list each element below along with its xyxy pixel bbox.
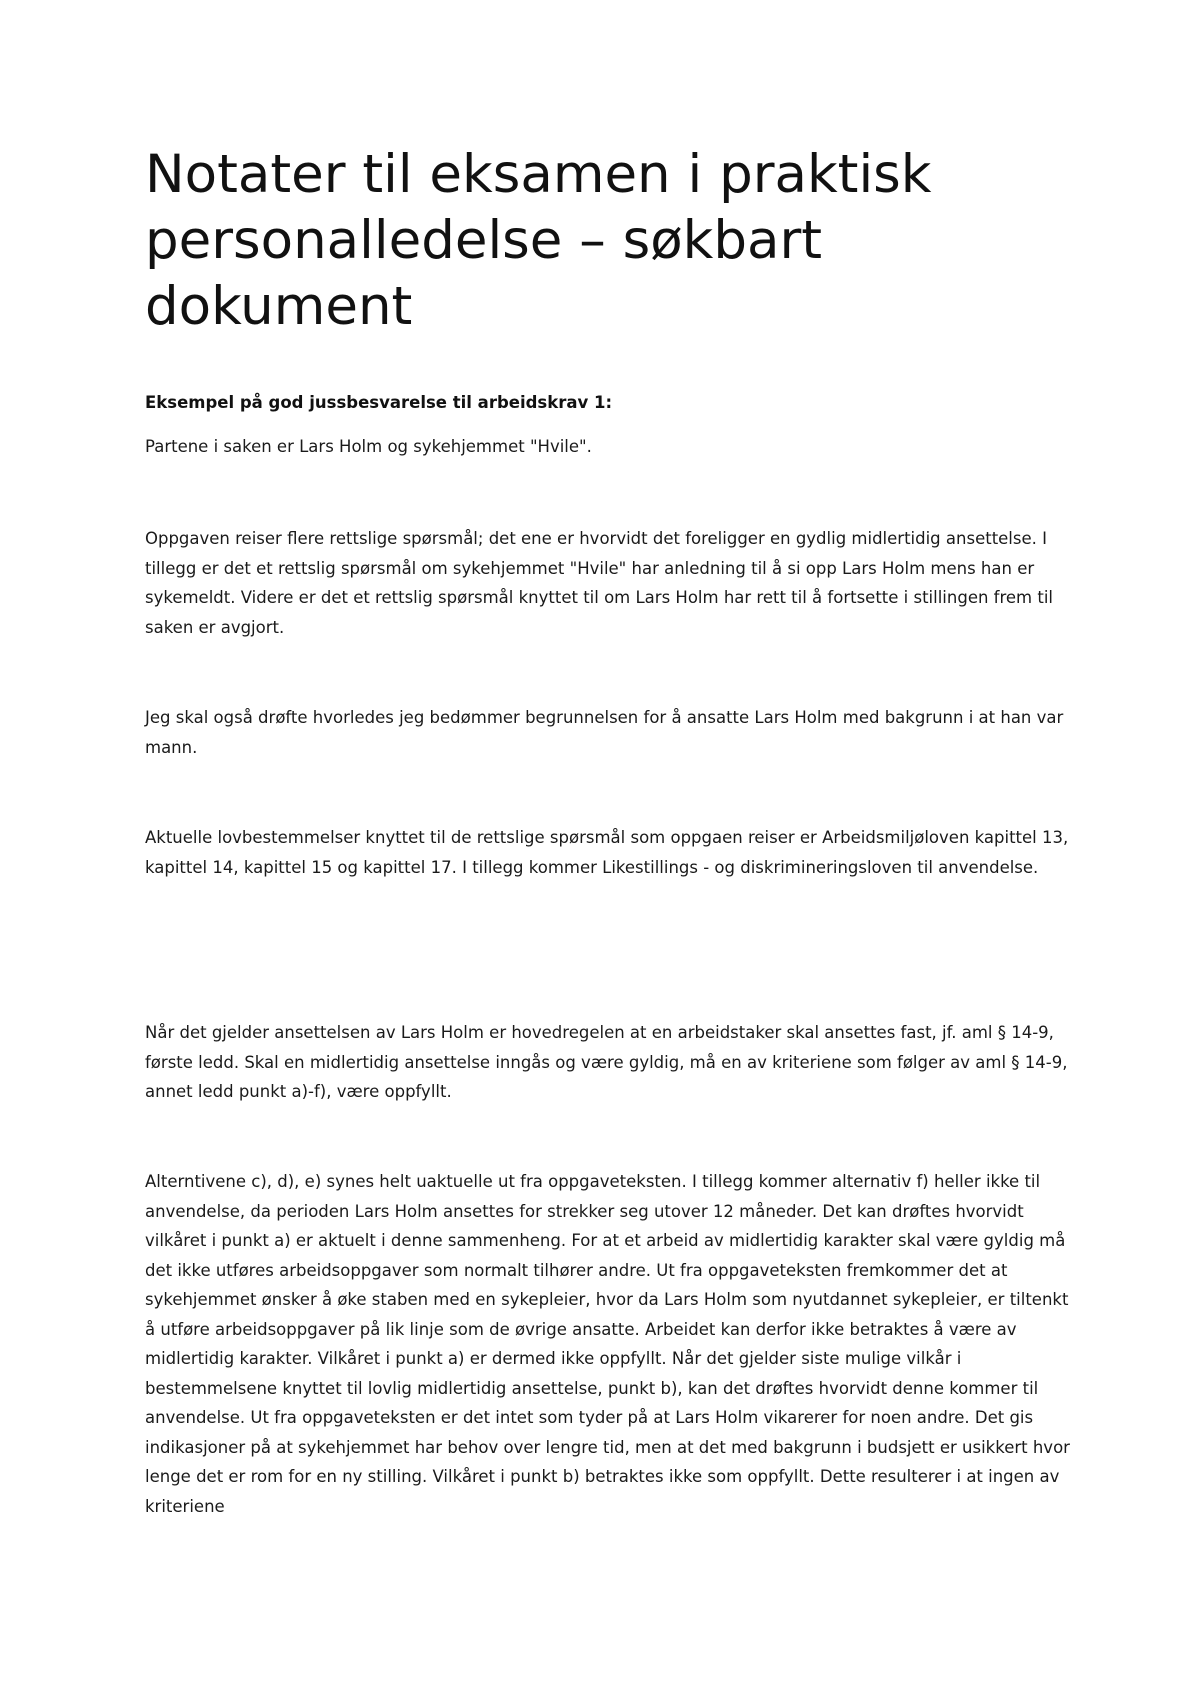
paragraph-parties: Partene i saken er Lars Holm og sykehjemmet "Hvile". (145, 437, 592, 456)
paragraph-legal-questions: Oppgaven reiser flere rettslige spørsmål; det ene er hvorvidt det foreligger en gydlig midlertidig ansettelse. I tillegg er det et rettslig spørsmål om sykehjemmet "Hvile" har anledning til å si opp Lars Holm mens han er sykemeldt. Videre er det et rettslig spørsmål knyttet til om Lars Holm har rett til å fortsette i stillingen frem til saken er avgjort. (145, 529, 1054, 637)
document-title: Notater til eksamen i praktisk personalledelse – søkbart dokument (145, 144, 932, 337)
section-heading: Eksempel på god jussbesvarelse til arbeidskrav 1: (145, 393, 613, 412)
paragraph-gender-assessment: Jeg skal også drøfte hvorledes jeg bedømmer begrunnelsen for å ansatte Lars Holm med bakgrunn i at han var mann. (145, 708, 1064, 757)
paragraph-main-rule: Når det gjelder ansettelsen av Lars Holm er hovedregelen at en arbeidstaker skal ansettes fast, jf. aml § 14-9, første ledd. Skal en midlertidig ansettelse inngås og være gyldig, må en av kriteriene som følger av aml § 14-9, annet ledd punkt a)-f), være oppfyllt. (145, 1023, 1068, 1101)
paragraph-relevant-laws: Aktuelle lovbestemmelser knyttet til de rettslige spørsmål som oppgaen reiser er Arbeidsmiljøloven kapittel 13, kapittel 14, kapittel 15 og kapittel 17. I tillegg kommer Likestillings - og diskrimineringsloven til anvendelse. (145, 828, 1069, 877)
paragraph-alternatives-discussion: Alterntivene c), d), e) synes helt uaktuelle ut fra oppgaveteksten. I tillegg kommer alternativ f) heller ikke til anvendelse, da perioden Lars Holm ansettes for strekker seg utover 12 måneder. Det kan drøftes hvorvidt vilkåret i punkt a) er aktuelt i denne sammenheng. For at et arbeid av midlertidig karakter skal være gyldig må det ikke utføres arbeidsoppgaver som normalt tilhører andre. Ut fra oppgaveteksten fremkommer det at sykehjemmet ønsker å øke staben med en sykepleier, hvor da Lars Holm som nyutdannet sykepleier, er tiltenkt å utføre arbeidsoppgaver på lik linje som de øvrige ansatte. Arbeidet kan derfor ikke betraktes å være av midlertidig karakter. Vilkåret i punkt a) er dermed ikke oppfyllt. Når det gjelder siste mulige vilkår i bestemmelsene knyttet til lovlig midlertidig ansettelse, punkt b), kan det drøftes hvorvidt denne kommer til anvendelse. Ut fra oppgaveteksten er det intet som tyder på at Lars Holm vikarerer for noen andre. Det gis indikasjoner på at sykehjemmet har behov over lengre tid, men at det med bakgrunn i budsjett er usikkert hvor lenge det er rom for en ny stilling. Vilkåret i punkt b) betraktes ikke som oppfyllt. Dette resulterer i at ingen av kriteriene (145, 1172, 1070, 1516)
